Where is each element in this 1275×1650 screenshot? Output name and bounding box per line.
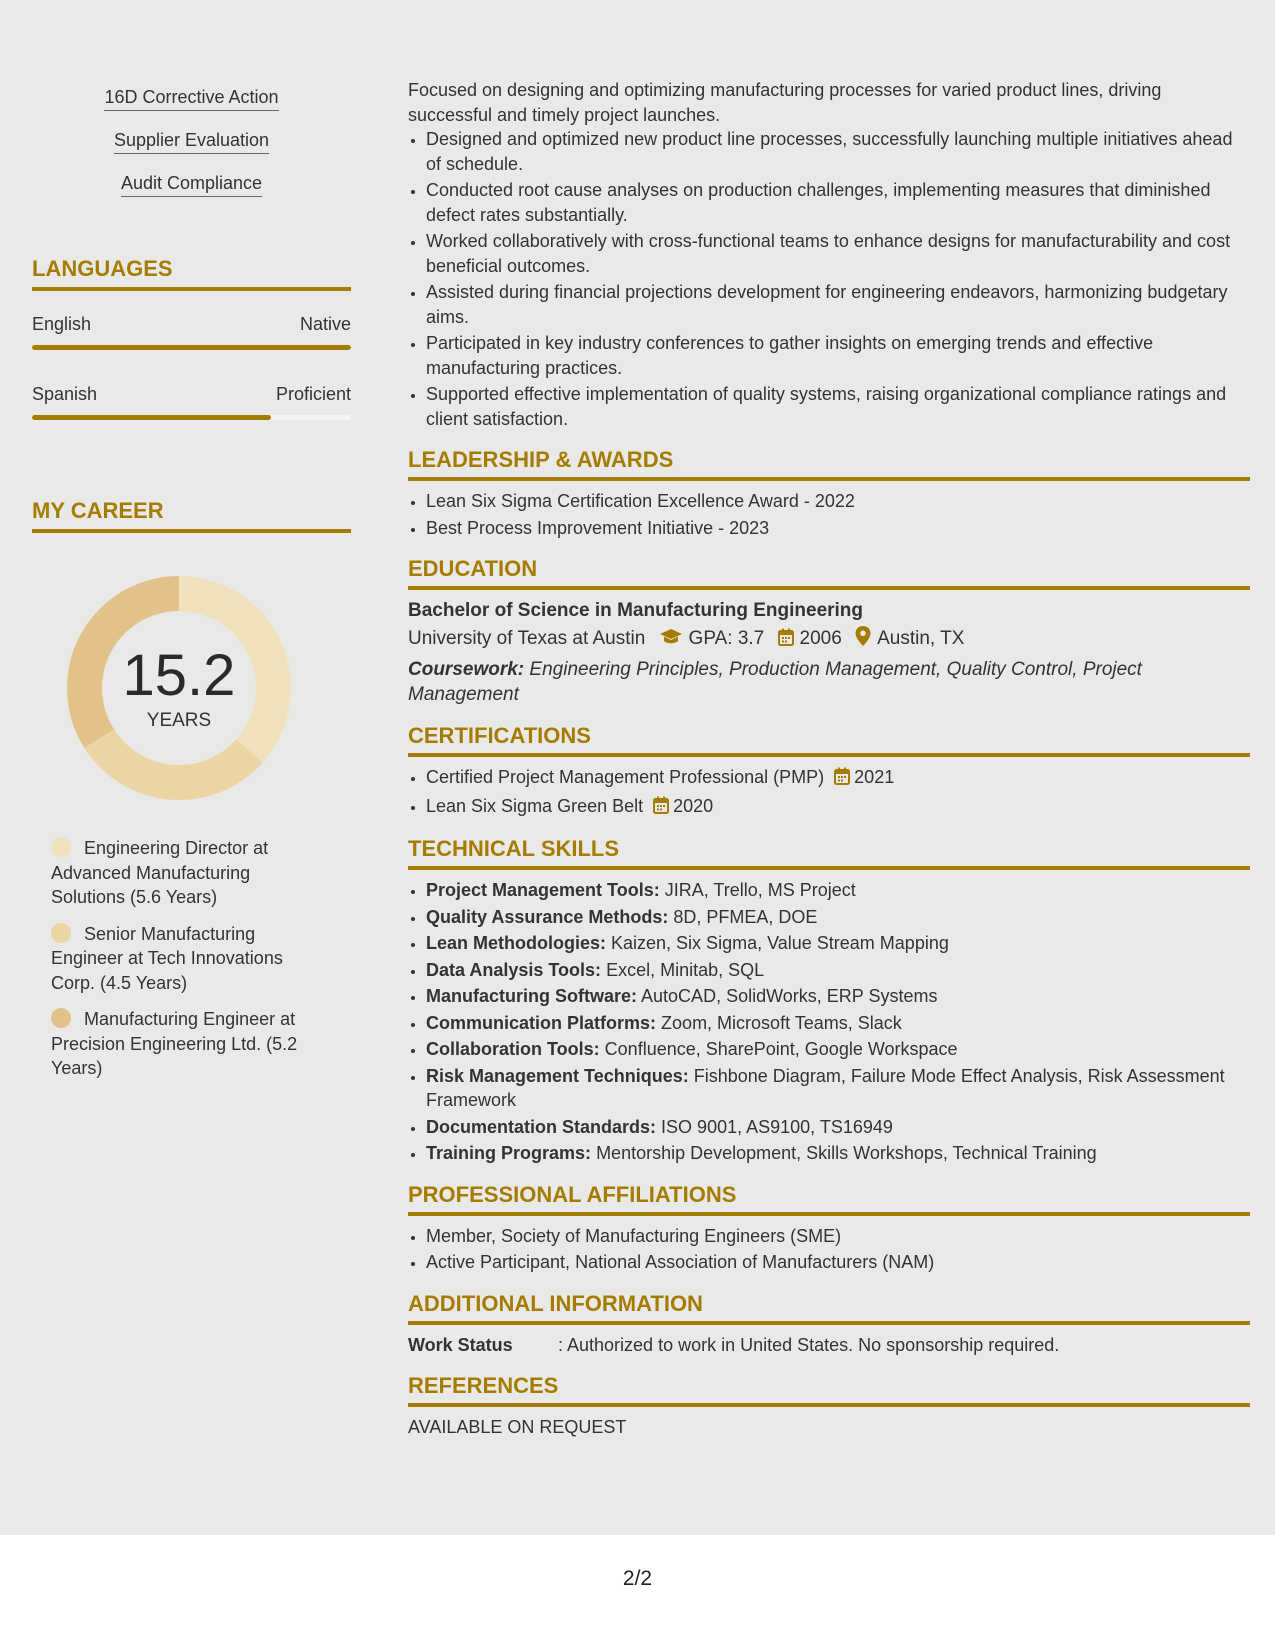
- career-total-years: 15.2: [122, 643, 236, 708]
- technical-skill-item: [426, 878, 1250, 903]
- technical-skill-item: [426, 1064, 1250, 1113]
- technical-skill-item: [426, 958, 1250, 983]
- experience-intro: Focused on designing and optimizing manufacturing processes for varied product lines, driving successful and timely project launches.: [408, 80, 1162, 125]
- coursework-list: Engineering Principles, Production Management, Quality Control, Project Management: [408, 659, 1142, 705]
- certification-name: Lean Six Sigma Green Belt: [426, 795, 644, 816]
- language-bar: [32, 415, 351, 420]
- skill-values: JIRA, Trello, MS Project: [664, 880, 856, 900]
- skill-values: ISO 9001, AS9100, TS16949: [661, 1116, 893, 1137]
- affiliation-item: • Member, Society of Manufacturing Engineers (SME): [426, 1224, 1250, 1249]
- skill-values: Fishbone Diagram, Failure Mode Effect Analysis, Risk Assessment Framework: [426, 1065, 1225, 1110]
- coursework-label: Coursework:: [408, 659, 525, 680]
- technical-skill-item: [426, 1115, 1250, 1140]
- skill-item[interactable]: Audit Compliance: [121, 172, 262, 197]
- skill-category: Documentation Standards:: [426, 1116, 657, 1137]
- education-title: EDUCATION: [408, 555, 1250, 590]
- page-number: 2/2: [622, 1567, 653, 1590]
- references-title: REFERENCES: [408, 1372, 1250, 1407]
- calendar-icon: [778, 626, 794, 656]
- technical-skill-item: [426, 905, 1250, 930]
- skill-values: Mentorship Development, Skills Workshops, Technical Training: [596, 1143, 1097, 1163]
- skill-category: Training Programs:: [426, 1143, 592, 1163]
- career-legend-text: Engineering Director at Advanced Manufacturing Solutions (5.6 Years): [51, 838, 269, 907]
- school-location: Austin, TX: [877, 628, 965, 649]
- page-footer: [0, 1535, 1275, 1650]
- experience-bullet: • Supported effective implementation of quality systems, raising organizational compliance ratings and client satisfaction.: [426, 382, 1250, 431]
- experience-bullet: • Conducted root cause analyses on production challenges, implementing measures that diminished defect rates substantially.: [426, 178, 1250, 227]
- skill-item[interactable]: 16D Corrective Action: [104, 86, 278, 111]
- skill-category: Communication Platforms:: [426, 1012, 657, 1033]
- affiliation-item: • Active Participant, National Association of Manufacturers (NAM): [426, 1250, 1250, 1275]
- skill-values: Kaizen, Six Sigma, Value Stream Mapping: [611, 933, 949, 953]
- language-name: Spanish: [32, 384, 98, 404]
- legend-swatch: [51, 923, 71, 943]
- gpa: GPA: 3.7: [688, 628, 765, 649]
- degree-name: Bachelor of Science in Manufacturing Engineering: [408, 600, 864, 621]
- certification-item: [426, 794, 1250, 821]
- technical-skill-item: [426, 1141, 1250, 1166]
- technical-skill-item: [426, 931, 1250, 956]
- career-legend-text: Senior Manufacturing Engineer at Tech Innovations Corp. (4.5 Years): [51, 923, 283, 993]
- languages-title: LANGUAGES: [32, 256, 351, 291]
- graduation-cap-icon: [659, 626, 683, 656]
- language-level: Proficient: [275, 384, 351, 404]
- skills-list: [32, 86, 351, 215]
- certification-item: [426, 765, 1250, 792]
- award-item: • Best Process Improvement Initiative - 2023: [426, 516, 1250, 541]
- award-item: • Lean Six Sigma Certification Excellence Award - 2022: [426, 489, 1250, 514]
- language-level: Native: [299, 314, 351, 334]
- skill-category: Quality Assurance Methods:: [426, 906, 669, 927]
- affiliations-title: PROFESSIONAL AFFILIATIONS: [408, 1181, 1250, 1216]
- skill-values: Zoom, Microsoft Teams, Slack: [661, 1012, 902, 1033]
- certifications-list: [408, 765, 1250, 820]
- career-legend-item: [51, 922, 321, 996]
- technical-skill-item: [426, 1037, 1250, 1062]
- skill-category: Risk Management Techniques:: [426, 1065, 689, 1086]
- certification-year: 2021: [854, 767, 895, 787]
- school-name: University of Texas at Austin: [408, 628, 646, 649]
- career-legend: [51, 836, 321, 1093]
- language-name: English: [32, 314, 92, 334]
- experience-bullet: • Participated in key industry conferences to gather insights on emerging trends and effective manufacturing practices.: [426, 331, 1250, 380]
- work-status-label: Work Status: [408, 1334, 513, 1355]
- leadership-list: [408, 489, 1250, 540]
- skill-category: Project Management Tools:: [426, 880, 660, 900]
- career-legend-text: Manufacturing Engineer at Precision Engineering Ltd. (5.2 Years): [51, 1009, 298, 1078]
- experience-bullet: • Worked collaboratively with cross-functional teams to enhance designs for manufacturability and cost beneficial outcomes.: [426, 229, 1250, 278]
- references-text: AVAILABLE ON REQUEST: [408, 1417, 627, 1437]
- calendar-icon: [834, 767, 850, 792]
- graduation-year: 2006: [799, 628, 842, 649]
- technical-skills-title: TECHNICAL SKILLS: [408, 835, 1250, 870]
- coursework: [408, 658, 1250, 707]
- skill-category: Manufacturing Software:: [426, 986, 638, 1006]
- career-legend-item: [51, 836, 321, 910]
- language-row: [32, 314, 351, 354]
- technical-skill-item: [426, 984, 1250, 1009]
- language-row: [32, 384, 351, 424]
- skill-values: Excel, Minitab, SQL: [606, 959, 765, 980]
- language-bar-fill: [32, 345, 351, 350]
- legend-swatch: [51, 837, 71, 857]
- certification-name: Certified Project Management Professional (PMP): [426, 767, 825, 787]
- skill-category: Data Analysis Tools:: [426, 959, 602, 980]
- experience-bullets: [408, 127, 1250, 431]
- career-total-unit: YEARS: [146, 710, 212, 731]
- language-bar-fill: [32, 415, 271, 420]
- calendar-icon: [653, 796, 669, 821]
- experience-bullet: • Assisted during financial projections development for engineering endeavors, harmonizing budgetary aims.: [426, 280, 1250, 329]
- certifications-title: CERTIFICATIONS: [408, 722, 1250, 757]
- skill-category: Lean Methodologies:: [426, 933, 606, 953]
- skill-values: Confluence, SharePoint, Google Workspace: [604, 1039, 958, 1059]
- affiliations-list: [408, 1224, 1250, 1275]
- donut-segment: [84, 729, 262, 800]
- skill-values: AutoCAD, SolidWorks, ERP Systems: [641, 986, 938, 1006]
- skill-values: 8D, PFMEA, DOE: [673, 906, 818, 927]
- work-status-value: : Authorized to work in United States. No sponsorship required.: [558, 1334, 1060, 1355]
- right-column: [408, 78, 1250, 1440]
- skill-item[interactable]: Supplier Evaluation: [114, 129, 269, 154]
- experience-bullet: • Designed and optimized new product line processes, successfully launching multiple initiatives ahead of schedule.: [426, 127, 1250, 176]
- career-legend-item: [51, 1007, 321, 1081]
- map-pin-icon: [855, 626, 871, 656]
- certification-year: 2020: [673, 795, 714, 816]
- legend-swatch: [51, 1008, 71, 1028]
- leadership-title: LEADERSHIP & AWARDS: [408, 446, 1250, 481]
- skill-category: Collaboration Tools:: [426, 1039, 600, 1059]
- language-bar: [32, 345, 351, 350]
- additional-info-title: ADDITIONAL INFORMATION: [408, 1290, 1250, 1325]
- technical-skill-item: [426, 1011, 1250, 1036]
- education-details: [408, 624, 1250, 656]
- technical-skills-list: [408, 878, 1250, 1166]
- work-status-row: [408, 1333, 1250, 1358]
- career-title: MY CAREER: [32, 498, 351, 533]
